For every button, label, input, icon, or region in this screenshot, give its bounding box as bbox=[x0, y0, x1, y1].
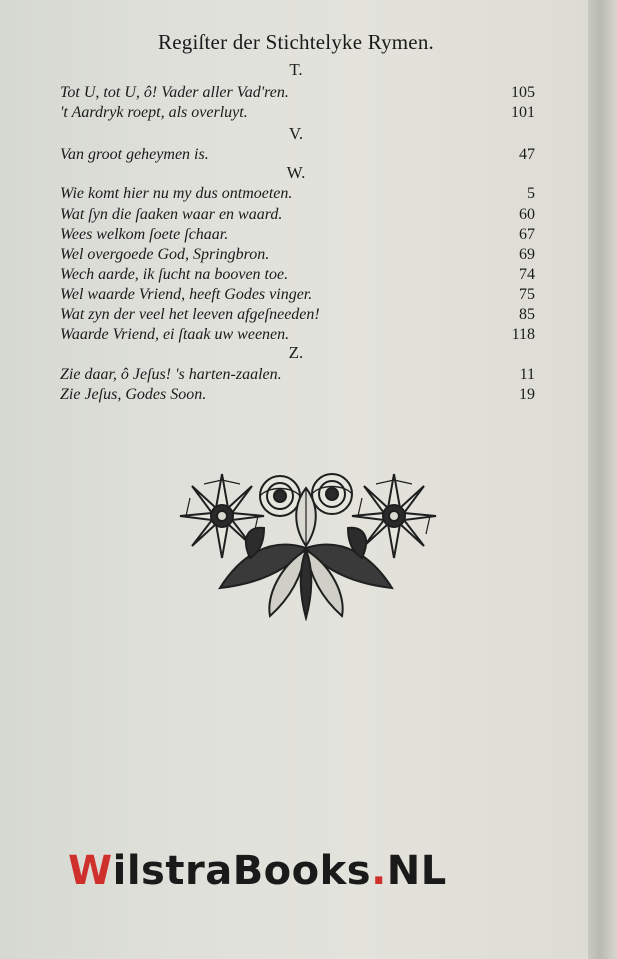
entry-title: Wel overgoede God, Springbron. bbox=[60, 246, 270, 263]
entry-title: Wech aarde, ik ſucht na booven toe. bbox=[60, 266, 289, 283]
entry-title: Wat zyn der veel het leeven afgeſneeden! bbox=[60, 306, 320, 323]
watermark-name: ilstraBooks bbox=[112, 848, 372, 894]
entry-page: 11 bbox=[519, 366, 535, 383]
entry-title: Wees welkom ſoete ſchaar. bbox=[60, 226, 229, 243]
watermark bbox=[68, 848, 548, 894]
entry-page: 105 bbox=[511, 84, 535, 101]
section-letter-z: Z. bbox=[288, 343, 304, 362]
entry-page: 118 bbox=[511, 326, 535, 343]
index-entry bbox=[60, 185, 535, 207]
page-edge bbox=[588, 0, 617, 959]
entry-title: Wel waarde Vriend, heeft Godes vinger. bbox=[60, 286, 313, 303]
page-header: Regiſter der Stichtelyke Rymen. bbox=[158, 30, 434, 54]
entry-page: 75 bbox=[519, 286, 535, 303]
entry-title: Wat ſyn die ſaaken waar en waard. bbox=[60, 206, 283, 223]
entry-page: 85 bbox=[519, 306, 535, 323]
entry-page: 67 bbox=[519, 226, 535, 243]
index-entry bbox=[60, 246, 535, 268]
entry-page: 5 bbox=[527, 185, 535, 202]
index-entry bbox=[60, 386, 535, 408]
index-entry bbox=[60, 206, 535, 228]
section-letter-v: V. bbox=[288, 124, 304, 143]
entry-page: 69 bbox=[519, 246, 535, 263]
entry-title: Zie Jeſus, Godes Soon. bbox=[60, 386, 207, 403]
index-entry bbox=[60, 226, 535, 248]
entry-title: Wie komt hier nu my dus ontmoeten. bbox=[60, 185, 293, 202]
index-entry bbox=[60, 84, 535, 106]
watermark-dot: . bbox=[371, 848, 387, 894]
section-letter-w: W. bbox=[286, 163, 306, 182]
entry-page: 74 bbox=[519, 266, 535, 283]
watermark-initial: W bbox=[68, 848, 113, 894]
watermark-tld: NL bbox=[386, 848, 447, 894]
index-entry bbox=[60, 104, 535, 126]
entry-title: 't Aardryk roept, als overluyt. bbox=[60, 104, 248, 121]
index-entry bbox=[60, 286, 535, 308]
index-entry bbox=[60, 366, 535, 388]
entry-page: 19 bbox=[519, 386, 535, 403]
index-entry bbox=[60, 306, 535, 328]
entry-title: Zie daar, ô Jeſus! 's harten-zaalen. bbox=[60, 366, 282, 383]
entry-page: 101 bbox=[511, 104, 535, 121]
section-letter-t: T. bbox=[289, 60, 303, 79]
floral-ornament-icon bbox=[170, 466, 442, 621]
entry-title: Van groot geheymen is. bbox=[60, 146, 209, 163]
entry-title: Waarde Vriend, ei ſtaak uw weenen. bbox=[60, 326, 290, 343]
entry-page: 47 bbox=[519, 146, 535, 163]
index-entry bbox=[60, 266, 535, 288]
entry-page: 60 bbox=[519, 206, 535, 223]
entry-title: Tot U, tot U, ô! Vader aller Vad'ren. bbox=[60, 84, 289, 101]
